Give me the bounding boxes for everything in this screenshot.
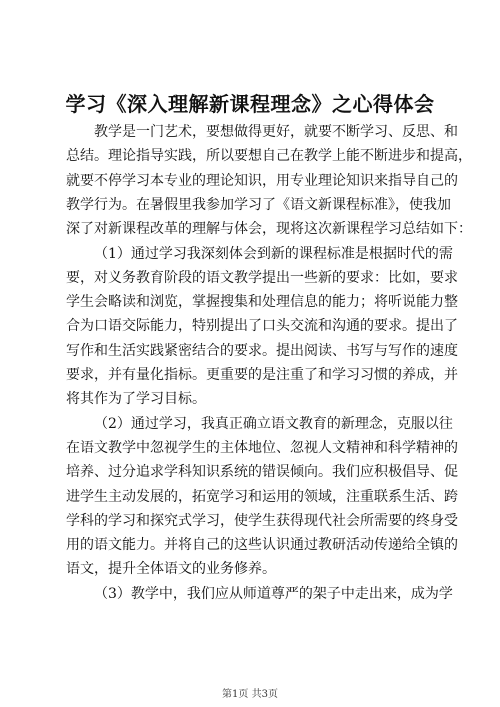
paragraph-line: 语文，提升全体语文的业务修养。 xyxy=(66,561,276,578)
paragraph-line: 学科的学习和探究式学习，使学生获得现代社会所需要的终身受 xyxy=(66,512,458,529)
paragraph-first-line: （3）教学中，我们应从师道尊严的架子中走出来，成为学 xyxy=(94,585,453,602)
paragraph-line: 学生会略读和浏览，掌握搜集和处理信息的能力；将听说能力整 xyxy=(66,294,458,311)
paragraph-line: 合为口语交际能力，特别提出了口头交流和沟通的要求。提出了 xyxy=(66,318,458,335)
paragraph-line: 要，对义务教育阶段的语文教学提出一些新的要求：比如，要求 xyxy=(66,269,458,286)
paragraph-line: 写作和生活实践紧密结合的要求。提出阅读、书写与写作的速度 xyxy=(66,342,458,359)
paragraph-line: 总结。理论指导实践，所以要想自己在教学上能不断进步和提高， xyxy=(66,148,472,165)
paragraph-first-line: （2）通过学习，我真正确立语文教育的新理念，克服以往 xyxy=(94,415,453,432)
paragraph-line: 教学行为。在暑假里我参加学习了《语文新课程标准》，使我加 xyxy=(66,196,451,213)
paragraph-line: 在语文教学中忽视学生的主体地位、忽视人文精神和科学精神的 xyxy=(66,439,458,456)
paragraph-line: 培养、过分追求学科知识系统的错误倾向。我们应积极倡导、促 xyxy=(66,464,458,481)
paragraph-line: 就要不停学习本专业的理论知识，用专业理论知识来指导自己的 xyxy=(66,172,458,189)
paragraph-line: 深了对新课程改革的理解与体会，现将这次新课程学习总结如下： xyxy=(66,221,472,238)
paragraph-first-line: （1）通过学习我深刻体会到新的课程标准是根据时代的需 xyxy=(94,245,453,262)
page-footer: 第1页 共3页 xyxy=(222,689,278,700)
paragraph-line: 用的语文能力。并将自己的这些认识通过教研活动传递给全镇的 xyxy=(66,537,458,554)
paragraph-line: 进学生主动发展的，拓宽学习和运用的领域，注重联系生活、跨 xyxy=(66,488,458,505)
document-title: 学习《深入理解新课程理念》之心得体会 xyxy=(65,92,435,116)
paragraph-line: 将其作为了学习目标。 xyxy=(66,391,206,408)
paragraph-first-line: 教学是一门艺术，要想做得更好，就要不断学习、反思、和 xyxy=(94,124,458,140)
paragraph-line: 要求，并有量化指标。更重要的是注重了和学习习惯的养成，并 xyxy=(66,367,458,383)
